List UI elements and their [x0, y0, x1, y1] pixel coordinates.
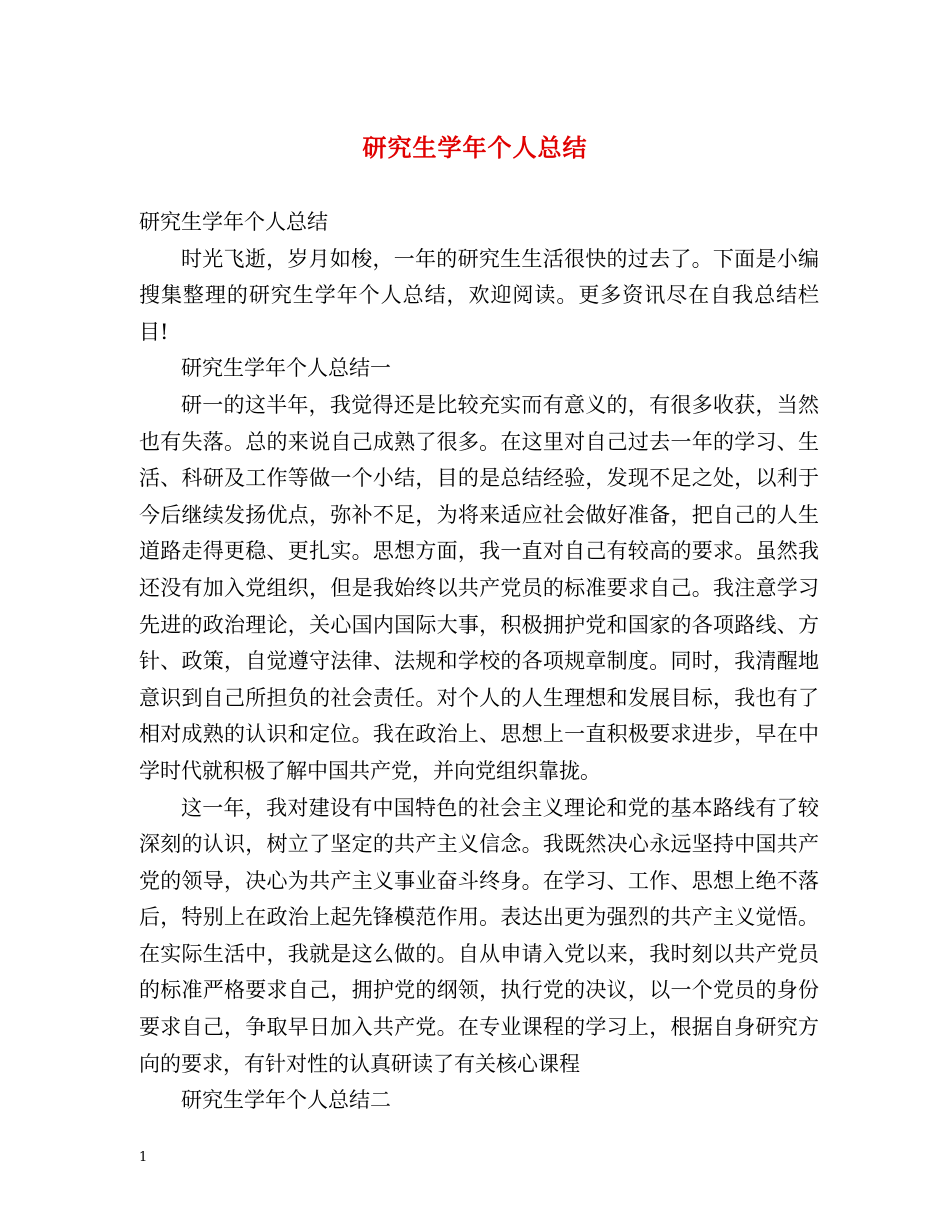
page-number: 1 [139, 1150, 148, 1165]
document-body [139, 204, 819, 1119]
section-heading-one: 研究生学年个人总结一 [181, 356, 391, 381]
document-title: 研究生学年个人总结 [362, 133, 588, 162]
paragraph-section-one: 研一的这半年，我觉得还是比较充实而有意义的，有很多收获，当然也有失落。总的来说自己成熟了很多。在这里对自己过去一年的学习、生活、科研及工作等做一个小结，目的是总结经验，发现不足之处，以利于今后继续发扬优点，弥补不足，为将来适应社会做好准备，把自己的人生道路走得更稳、更扎实。思想方面，我一直对自己有较高的要求。虽然我还没有加入党组织，但是我始终以共产党员的标准要求自己。我注意学习先进的政治理论，关心国内国际大事，积极拥护党和国家的各项路线、方针、政策，自觉遵守法律、法规和学校的各项规章制度。同时，我清醒地意识到自己所担负的社会责任。对个人的人生理想和发展目标，我也有了相对成熟的认识和定位。我在政治上、思想上一直积极要求进步，早在中学时代就积极了解中国共产党，并向党组织靠拢。 [139, 392, 819, 783]
paragraph-heading: 研究生学年个人总结 [139, 210, 328, 234]
paragraph-section-one-continued: 这一年，我对建设有中国特色的社会主义理论和党的基本路线有了较深刻的认识，树立了坚定的共产主义信念。我既然决心永远坚持中国共产党的领导，决心为共产主义事业奋斗终身。在学习、工作、思想上绝不落后，特别上在政治上起先锋模范作用。表达出更为强烈的共产主义觉悟。在实际生活中，我就是这么做的。自从申请入党以来，我时刻以共产党员的标准严格要求自己，拥护党的纲领，执行党的决议，以一个党员的身份要求自己，争取早日加入共产党。在专业课程的学习上，根据自身研究方向的要求，有针对性的认真研读了有关核心课程 [139, 795, 819, 1076]
paragraph-intro: 时光飞逝，岁月如梭，一年的研究生生活很快的过去了。下面是小编搜集整理的研究生学年个人总结，欢迎阅读。更多资讯尽在自我总结栏目! [139, 246, 819, 344]
section-heading-two: 研究生学年个人总结二 [181, 1088, 391, 1113]
